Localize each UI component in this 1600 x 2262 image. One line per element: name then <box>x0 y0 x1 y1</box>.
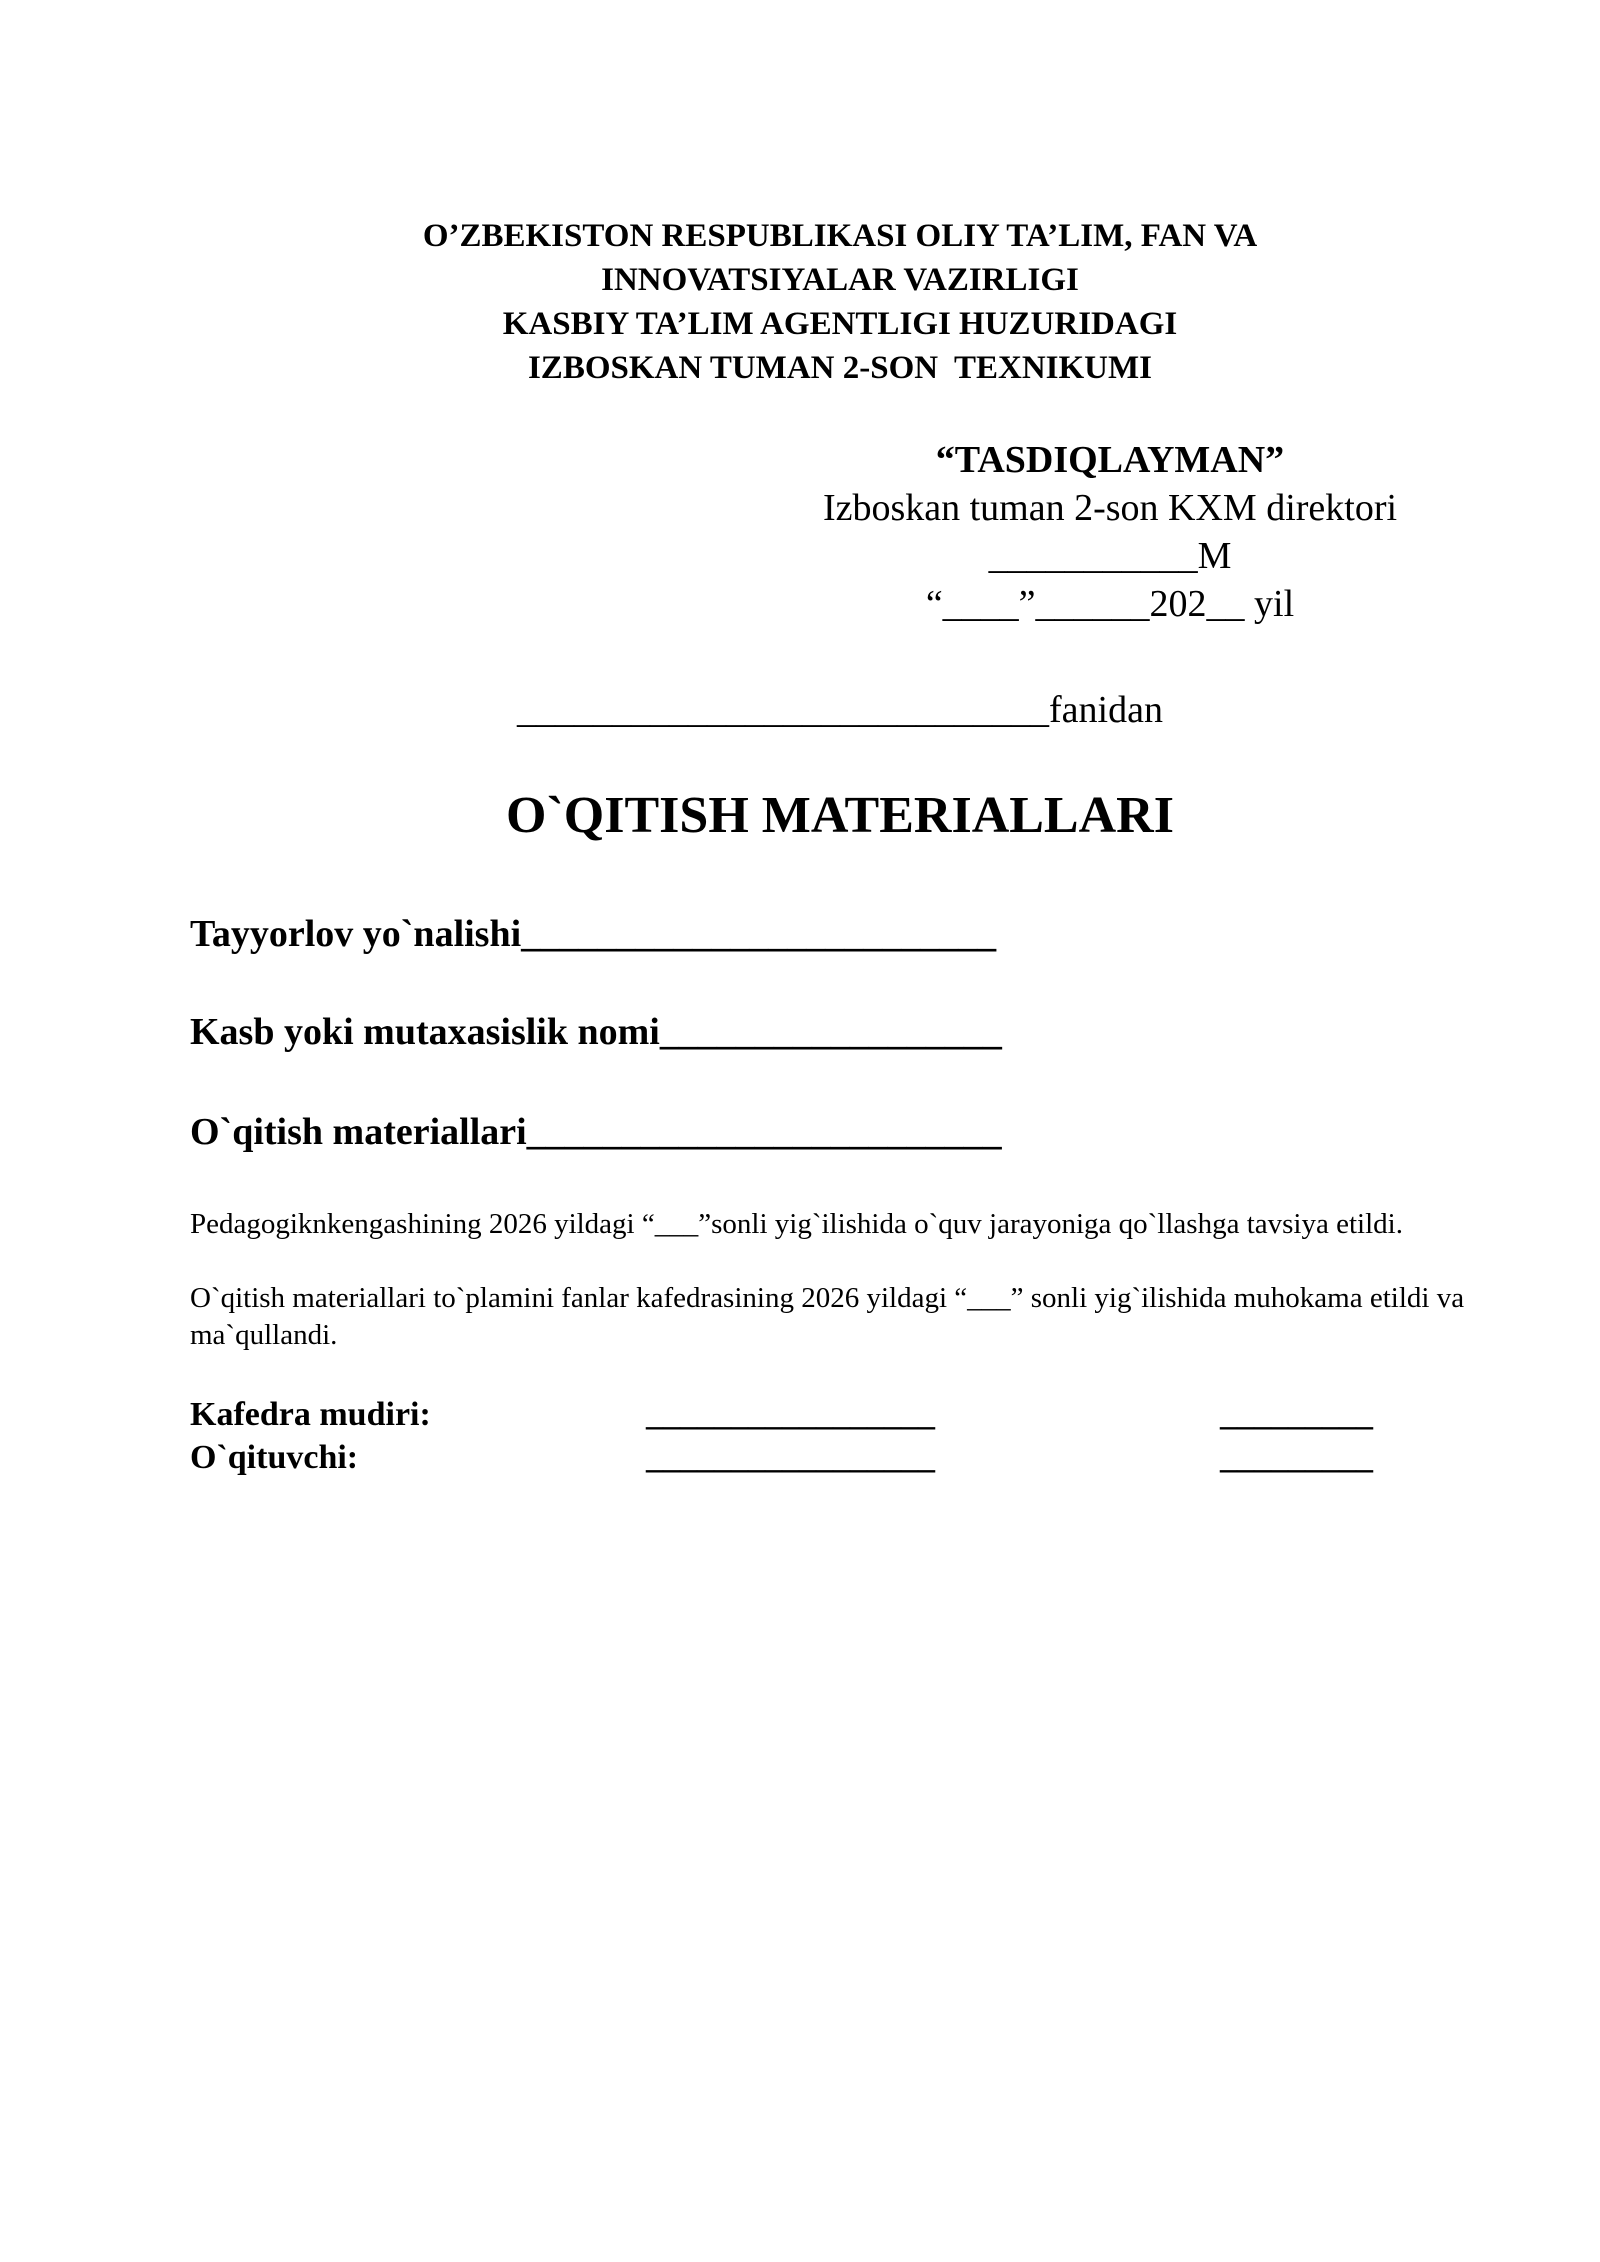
department-approval-text: O`qitish materiallari to`plamini fanlar kafedrasining 2026 yildagi “___” sonli yig`ilishida muhokama etildi va ma`qullandi. <box>190 1282 1465 1351</box>
approval-signature-line: ___________M <box>988 535 1232 577</box>
approval-block <box>700 436 1520 628</box>
signature-row-head-of-department <box>190 1394 1430 1436</box>
page-title: O`QITISH MATERIALLARI <box>506 787 1174 844</box>
council-recommendation-text: Pedagogiknkengashining 2026 yildagi “___”sonli yig`ilishida o`quv jarayoniga qo`llashga tavsiya etildi. <box>190 1208 1403 1240</box>
subject-line: ____________________________fanidan <box>517 689 1163 731</box>
approval-position: Izboskan tuman 2-son KXM direktori <box>822 487 1398 529</box>
signature-label: O`qituvchi: <box>190 1439 359 1476</box>
signature-name-blank: _________________ <box>646 1396 935 1433</box>
signature-sign-blank: _________ <box>1220 1396 1373 1433</box>
header-line-agency: KASBIY TA’LIM AGENTLIGI HUZURIDAGI <box>502 306 1178 342</box>
signature-row-teacher <box>190 1437 1430 1479</box>
header-line-college: IZBOSKAN TUMAN 2-SON TEXNIKUMI <box>527 350 1153 386</box>
header-line-ministry-cont: INNOVATSIYALAR VAZIRLIGI <box>601 262 1079 298</box>
signature-name-blank: _________________ <box>646 1439 935 1476</box>
approval-title: “TASDIQLAYMAN” <box>935 439 1285 481</box>
institution-header <box>190 214 1490 390</box>
header-line-ministry: O’ZBEKISTON RESPUBLIKASI OLIY TA’LIM, FAN VA <box>422 218 1258 254</box>
profession-field: Kasb yoki mutaxasislik nomi__________________ <box>190 1011 1002 1053</box>
materials-field: O`qitish materiallari_________________________ <box>190 1111 1002 1153</box>
approval-date-line: “____”______202__ yil <box>925 583 1295 625</box>
direction-field: Tayyorlov yo`nalishi_________________________ <box>190 913 997 955</box>
signature-sign-blank: _________ <box>1220 1439 1373 1476</box>
signature-label: Kafedra mudiri: <box>190 1396 431 1433</box>
